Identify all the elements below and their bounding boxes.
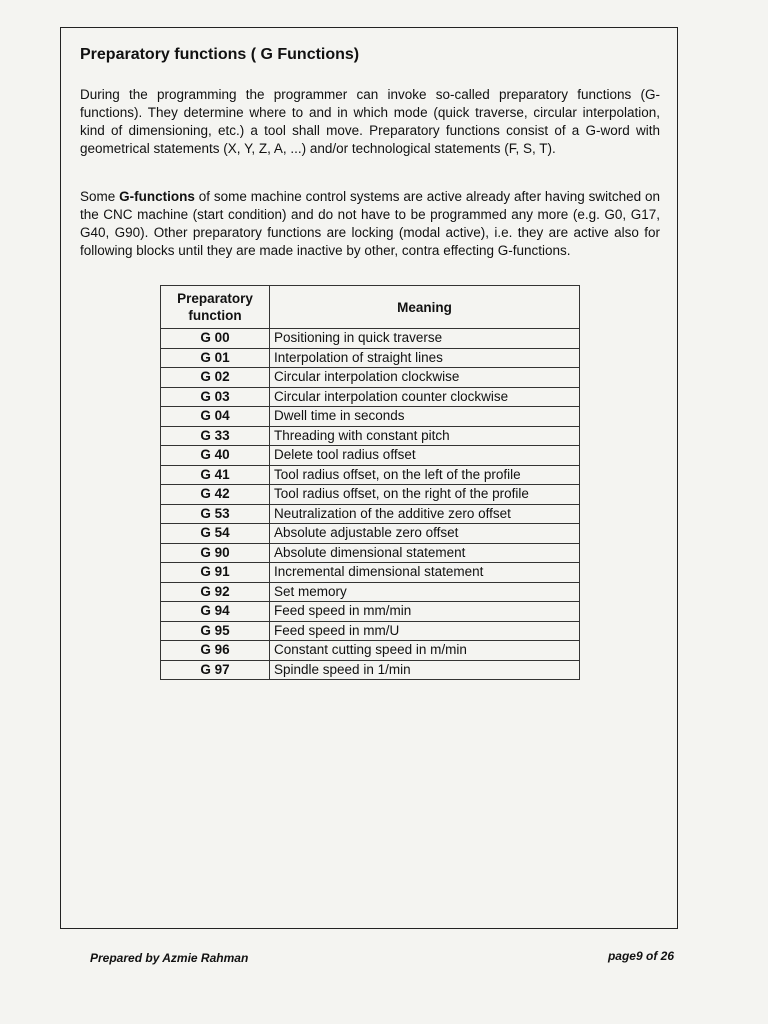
meaning-cell: Absolute adjustable zero offset	[270, 524, 580, 544]
g-code-cell: G 91	[161, 563, 270, 583]
paragraph-bold-term: G-functions	[119, 189, 195, 204]
meaning-cell: Incremental dimensional statement	[270, 563, 580, 583]
g-code-cell: G 33	[161, 426, 270, 446]
meaning-cell: Dwell time in seconds	[270, 407, 580, 427]
meaning-cell: Circular interpolation counter clockwise	[270, 387, 580, 407]
g-code-cell: G 02	[161, 368, 270, 388]
g-code-cell: G 03	[161, 387, 270, 407]
meaning-cell: Delete tool radius offset	[270, 446, 580, 466]
g-function-table	[160, 285, 580, 680]
g-code-cell: G 42	[161, 485, 270, 505]
header-preparatory-function: Preparatory function	[161, 286, 270, 329]
meaning-cell: Set memory	[270, 582, 580, 602]
header-meaning: Meaning	[270, 286, 580, 329]
meaning-cell: Constant cutting speed in m/min	[270, 641, 580, 661]
g-code-cell: G 01	[161, 348, 270, 368]
table-row	[161, 641, 580, 661]
g-code-cell: G 54	[161, 524, 270, 544]
table-row	[161, 348, 580, 368]
modal-paragraph	[80, 188, 660, 260]
meaning-cell: Feed speed in mm/min	[270, 602, 580, 622]
meaning-cell: Interpolation of straight lines	[270, 348, 580, 368]
meaning-cell: Circular interpolation clockwise	[270, 368, 580, 388]
paragraph-lead: Some	[80, 189, 120, 204]
table-row	[161, 543, 580, 563]
table-row	[161, 524, 580, 544]
table-row	[161, 660, 580, 680]
g-code-cell: G 53	[161, 504, 270, 524]
g-code-cell: G 95	[161, 621, 270, 641]
meaning-cell: Tool radius offset, on the left of the profile	[270, 465, 580, 485]
g-code-cell: G 41	[161, 465, 270, 485]
meaning-cell: Absolute dimensional statement	[270, 543, 580, 563]
section-title: Preparatory functions ( G Functions)	[80, 46, 360, 63]
g-code-cell: G 94	[161, 602, 270, 622]
table-row	[161, 504, 580, 524]
table-row	[161, 329, 580, 349]
g-code-cell: G 04	[161, 407, 270, 427]
table-row	[161, 602, 580, 622]
meaning-cell: Tool radius offset, on the right of the profile	[270, 485, 580, 505]
paragraph-rest: of some machine control systems are active already after having switched on the CNC machine (start condition) and do not have to be programmed any more (e.g. G0, G17, G40, G90). Other preparatory functions are locking (modal active), i.e. they are active also for following blocks until they are made inactive by other, contra effecting G-functions.	[80, 189, 660, 258]
table-body	[161, 329, 580, 680]
meaning-cell: Positioning in quick traverse	[270, 329, 580, 349]
table-row	[161, 407, 580, 427]
g-code-cell: G 00	[161, 329, 270, 349]
meaning-cell: Threading with constant pitch	[270, 426, 580, 446]
intro-paragraph: During the programming the programmer can invoke so-called preparatory functions (G-functions). They determine where to and in which mode (quick traverse, circular interpolation, kind of dimensioning, etc.) a tool shall move. Preparatory functions consist of a G-word with geometrical statements (X, Y, Z, A, ...) and/or technological statements (F, S, T).	[80, 87, 660, 156]
table-row	[161, 387, 580, 407]
table-row	[161, 465, 580, 485]
table-row	[161, 446, 580, 466]
g-code-cell: G 96	[161, 641, 270, 661]
table-row	[161, 621, 580, 641]
table-header-row	[161, 286, 580, 329]
meaning-cell: Feed speed in mm/U	[270, 621, 580, 641]
g-code-cell: G 40	[161, 446, 270, 466]
footer-author: Prepared by Azmie Rahman	[90, 951, 249, 965]
table-row	[161, 485, 580, 505]
table-row	[161, 563, 580, 583]
g-code-cell: G 90	[161, 543, 270, 563]
table-row	[161, 368, 580, 388]
meaning-cell: Neutralization of the additive zero offset	[270, 504, 580, 524]
g-code-cell: G 97	[161, 660, 270, 680]
meaning-cell: Spindle speed in 1/min	[270, 660, 580, 680]
g-code-cell: G 92	[161, 582, 270, 602]
table-row	[161, 426, 580, 446]
table-row	[161, 582, 580, 602]
footer-page-number: page9 of 26	[607, 949, 674, 963]
